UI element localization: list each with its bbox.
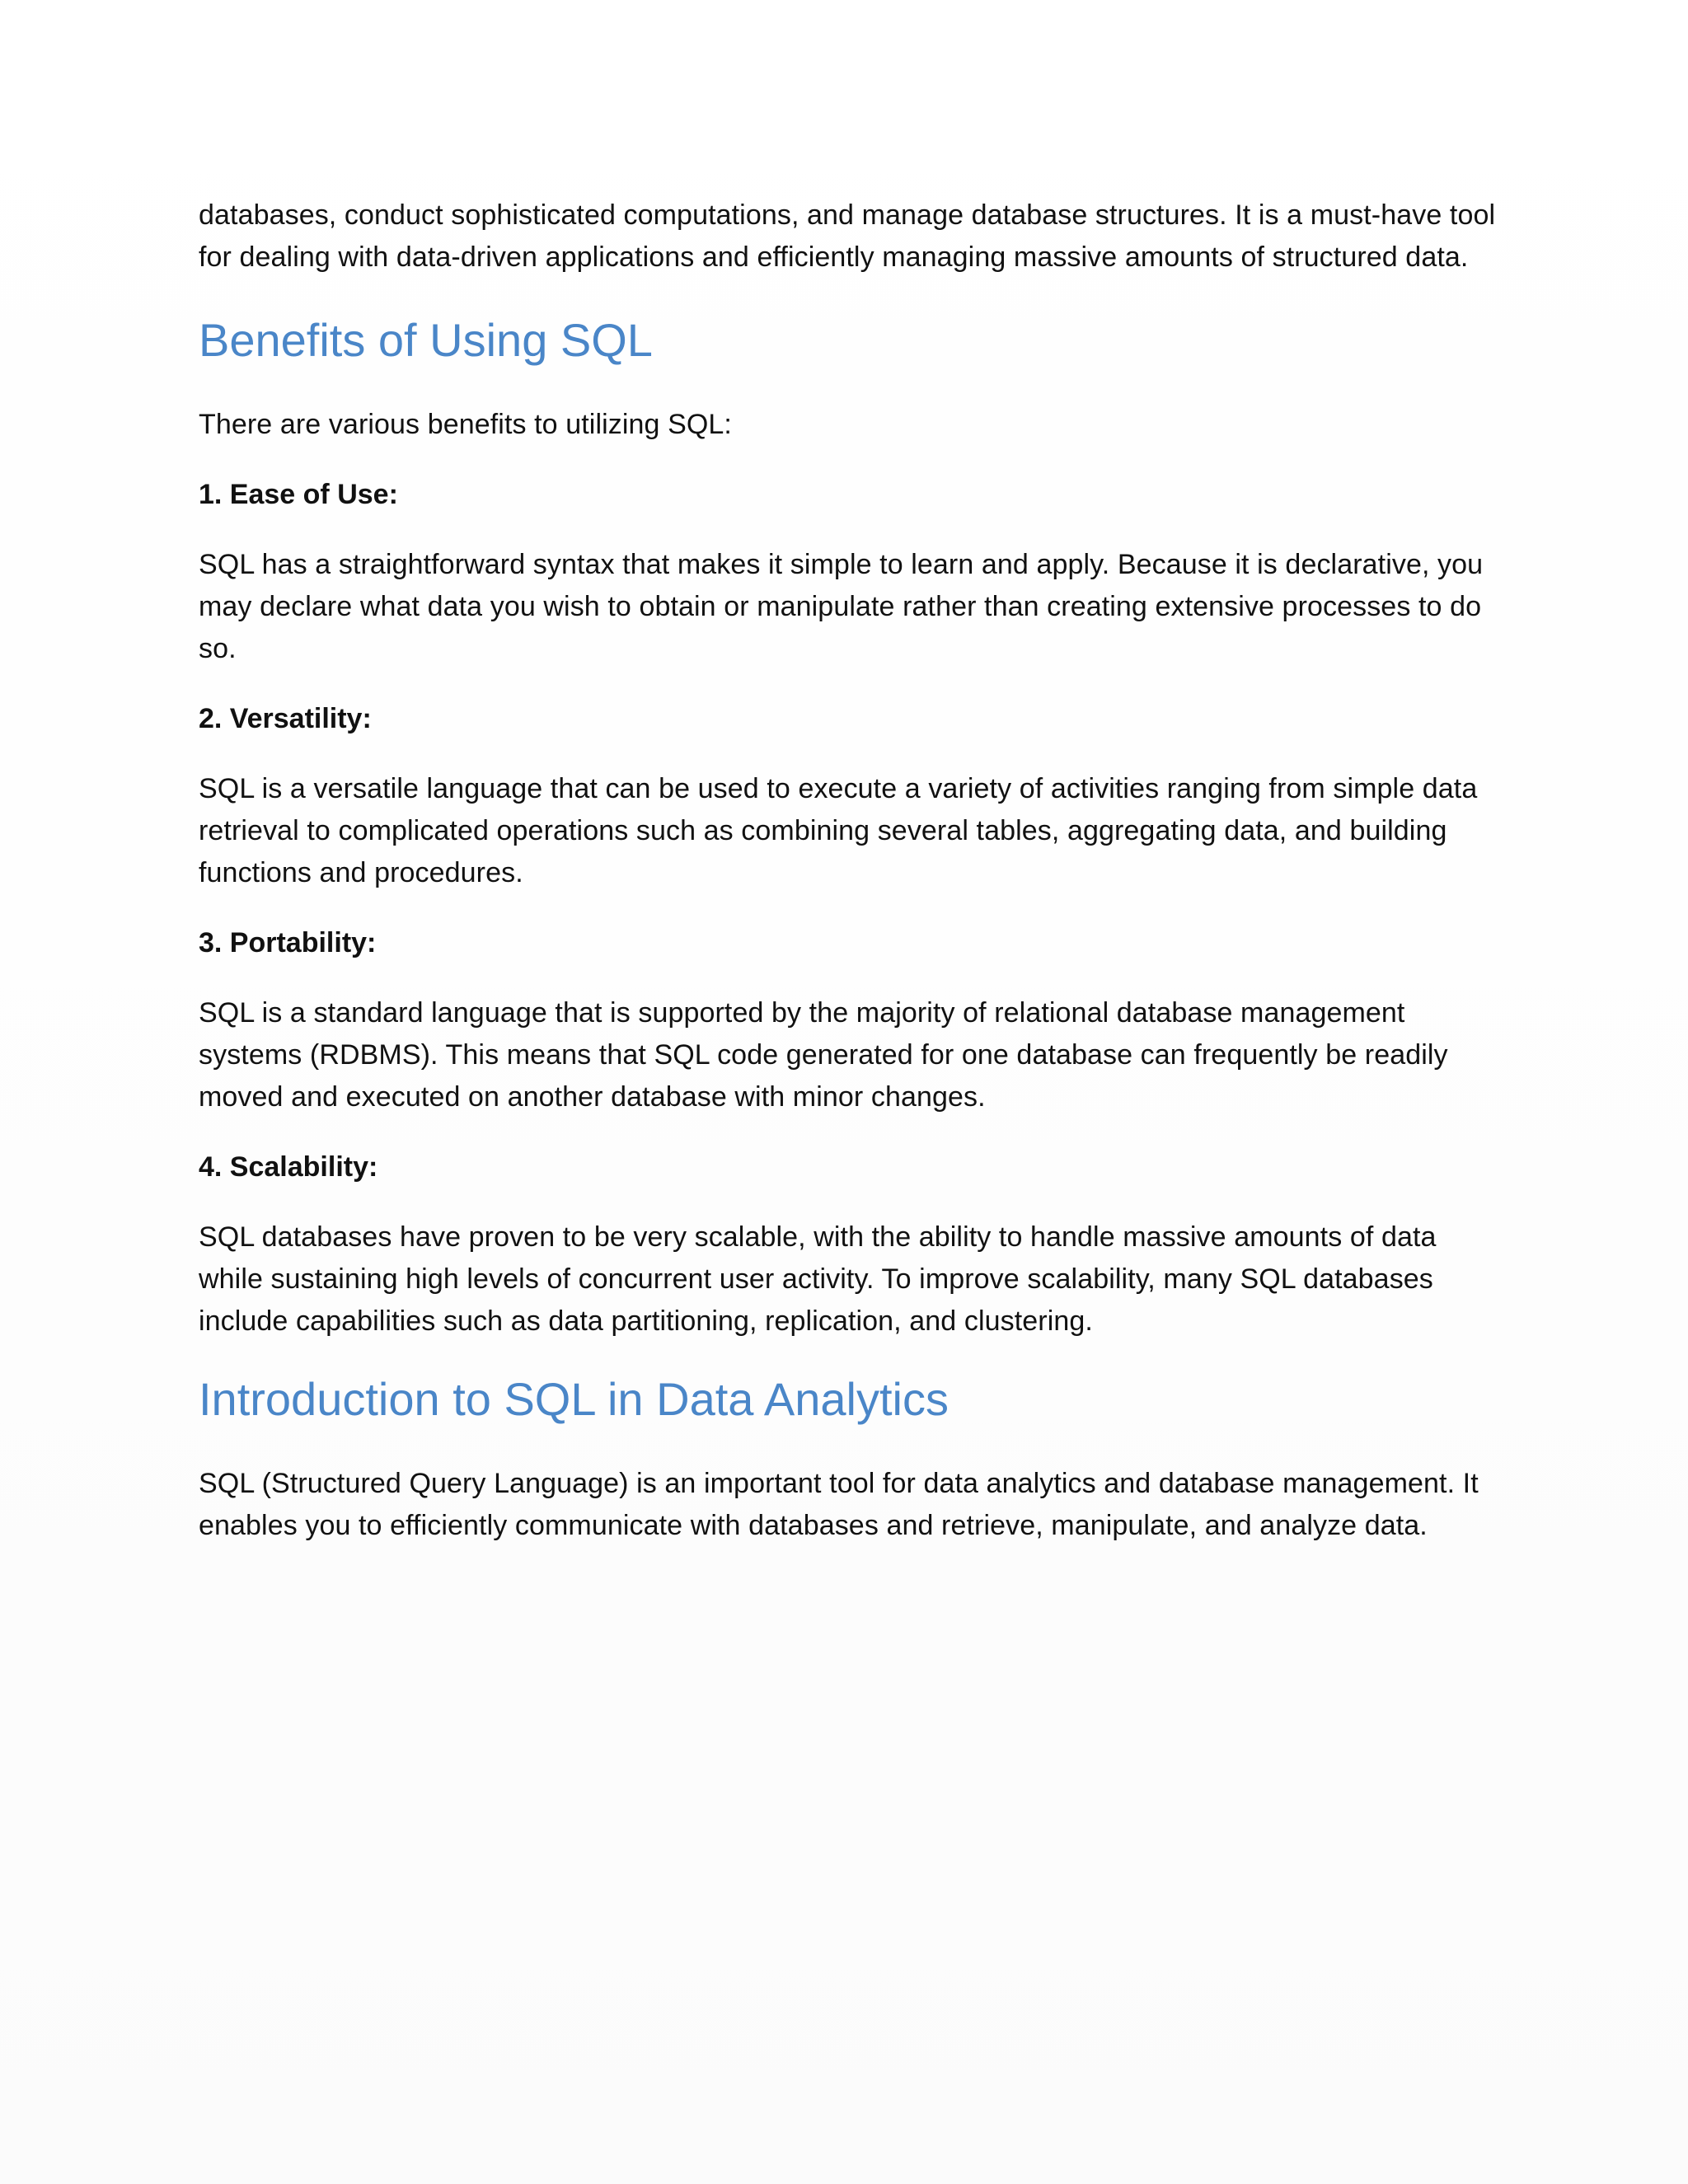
item-title-versatility: 2. Versatility: bbox=[199, 703, 372, 734]
item-body-ease-of-use: SQL has a straightforward syntax that makes it simple to learn and apply. Because it is declarative, you may declare what data you wish to obtain or manipulate rather than creating extensive processes to do so. bbox=[199, 549, 1484, 664]
intro-paragraph: databases, conduct sophisticated computations, and manage database structures. It is a must-have tool for dealing with data-driven applications and efficiently managing massive amounts of structured data. bbox=[199, 199, 1496, 273]
item-body-scalability: SQL databases have proven to be very scalable, with the ability to handle massive amounts of data while sustaining high levels of concurrent user activity. To improve scalability, many SQL databases include capabilities such as data partitioning, replication, and clustering. bbox=[199, 1221, 1437, 1337]
section2-body: SQL (Structured Query Language) is an important tool for data analytics and database management. It enables you to efficiently communicate with databases and retrieve, manipulate, and analyze data. bbox=[199, 1468, 1479, 1541]
section-heading-data-analytics: Introduction to SQL in Data Analytics bbox=[199, 1373, 949, 1425]
item-title-scalability: 4. Scalability: bbox=[199, 1151, 378, 1183]
item-body-portability: SQL is a standard language that is supported by the majority of relational database management systems (RDBMS). This means that SQL code generated for one database can frequently be readily moved and executed on another database with minor changes. bbox=[199, 997, 1448, 1113]
section-heading-benefits: Benefits of Using SQL bbox=[199, 314, 653, 366]
item-title-ease-of-use: 1. Ease of Use: bbox=[199, 479, 398, 510]
item-body-versatility: SQL is a versatile language that can be used to execute a variety of activities ranging from simple data retrieval to complicated operations such as combining several tables, aggregating data, and building functions and procedures. bbox=[199, 773, 1478, 888]
section-lead: There are various benefits to utilizing SQL: bbox=[199, 409, 732, 440]
item-title-portability: 3. Portability: bbox=[199, 927, 377, 958]
document-content bbox=[199, 194, 1501, 1575]
